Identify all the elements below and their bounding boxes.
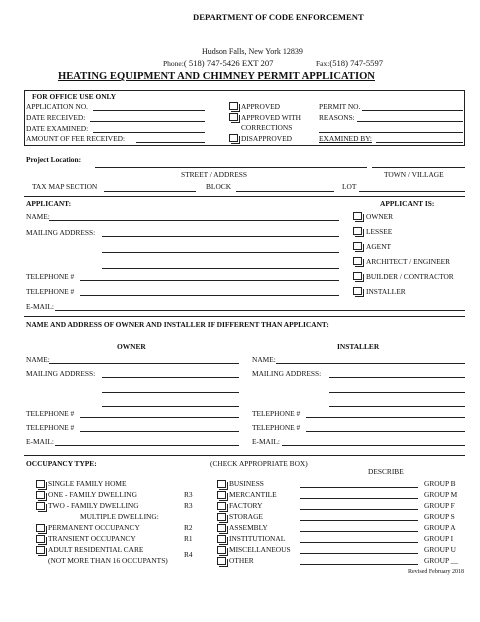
storage-checkbox[interactable] bbox=[217, 513, 226, 521]
describe-field-6[interactable] bbox=[300, 542, 418, 543]
single-family-checkbox[interactable] bbox=[36, 480, 45, 488]
group-b: GROUP B bbox=[424, 479, 456, 488]
approved-with-label: APPROVED WITH bbox=[241, 113, 302, 122]
installer-telephone-field[interactable] bbox=[306, 417, 465, 418]
describe-field-1[interactable] bbox=[300, 487, 418, 488]
amount-fee-field[interactable] bbox=[136, 142, 205, 143]
permanent-class: R2 bbox=[184, 523, 193, 532]
tax-map-field[interactable] bbox=[104, 191, 196, 192]
transient-class: R1 bbox=[184, 534, 193, 543]
disapproved-checkbox[interactable] bbox=[229, 134, 238, 142]
office-use-heading: FOR OFFICE USE ONLY bbox=[32, 92, 117, 101]
option-installer: INSTALLER bbox=[366, 287, 406, 296]
applicant-email-field[interactable] bbox=[55, 310, 465, 311]
block-label: BLOCK bbox=[206, 182, 232, 191]
two-family-label: TWO - FAMILY DWELLING bbox=[48, 501, 139, 510]
applicant-mailing-field[interactable] bbox=[102, 236, 339, 237]
check-appropriate-label: (CHECK APPROPRIATE BOX) bbox=[210, 459, 308, 468]
builder-checkbox[interactable] bbox=[353, 272, 362, 280]
reasons-field[interactable] bbox=[357, 121, 463, 122]
applicant-is-heading: APPLICANT IS: bbox=[380, 199, 435, 208]
group-s: GROUP S bbox=[424, 512, 455, 521]
one-family-class: R3 bbox=[184, 490, 193, 499]
owner-heading: OWNER bbox=[117, 342, 146, 351]
applicant-mailing-label: MAILING ADDRESS: bbox=[26, 228, 96, 237]
installer-name-label: NAME: bbox=[252, 355, 276, 364]
other-checkbox[interactable] bbox=[217, 557, 226, 565]
date-received-field[interactable] bbox=[90, 121, 205, 122]
applicant-email-label: E-MAIL: bbox=[26, 302, 54, 311]
type-mercantile: MERCANTILE bbox=[229, 490, 277, 499]
permit-no-label: PERMIT NO. bbox=[319, 102, 361, 111]
owner-email-label: E-MAIL: bbox=[26, 437, 54, 446]
group-m: GROUP M bbox=[424, 490, 458, 499]
installer-checkbox[interactable] bbox=[353, 287, 362, 295]
installer-mailing-field-2[interactable] bbox=[329, 392, 465, 393]
installer-mailing-field[interactable] bbox=[329, 377, 465, 378]
revised-date: Revised February 2018 bbox=[408, 569, 464, 575]
corrections-label: CORRECTIONS bbox=[241, 123, 293, 132]
describe-field-2[interactable] bbox=[300, 498, 418, 499]
owner-mailing-field[interactable] bbox=[102, 377, 239, 378]
type-factory: FACTORY bbox=[229, 501, 263, 510]
examined-by-field[interactable] bbox=[376, 142, 463, 143]
group-i: GROUP I bbox=[424, 534, 454, 543]
reasons-label: REASONS: bbox=[319, 113, 355, 122]
owner-name-label: NAME: bbox=[26, 355, 50, 364]
street-address-field[interactable] bbox=[95, 167, 367, 168]
application-no-field[interactable] bbox=[93, 110, 205, 111]
occupancy-heading: OCCUPANCY TYPE: bbox=[26, 459, 97, 468]
type-storage: STORAGE bbox=[229, 512, 263, 521]
applicant-telephone-2-field[interactable] bbox=[80, 295, 339, 296]
section-divider bbox=[24, 196, 465, 197]
lot-label: LOT bbox=[342, 182, 357, 191]
owner-telephone-2-field[interactable] bbox=[80, 431, 239, 432]
phone-number: ( 518) 747-5426 EXT 207 bbox=[183, 58, 274, 68]
owner-checkbox[interactable] bbox=[353, 212, 362, 220]
group-other: GROUP __ bbox=[424, 556, 459, 565]
group-a: GROUP A bbox=[424, 523, 456, 532]
date-examined-field[interactable] bbox=[93, 132, 205, 133]
option-agent: AGENT bbox=[366, 242, 392, 251]
option-lessee: LESSEE bbox=[366, 227, 393, 236]
applicant-telephone-field[interactable] bbox=[80, 280, 339, 281]
applicant-heading: APPLICANT: bbox=[26, 199, 72, 208]
amount-fee-label: AMOUNT OF FEE RECEIVED: bbox=[26, 134, 126, 143]
institutional-checkbox[interactable] bbox=[217, 535, 226, 543]
mercantile-checkbox[interactable] bbox=[217, 491, 226, 499]
reasons-field-2[interactable] bbox=[319, 132, 463, 133]
project-location-label: Project Location: bbox=[26, 155, 82, 164]
phone-label: Phone: bbox=[163, 59, 184, 68]
agent-checkbox[interactable] bbox=[353, 242, 362, 250]
describe-label: DESCRIBE bbox=[368, 467, 404, 476]
applicant-mailing-field-3[interactable] bbox=[102, 268, 339, 269]
owner-name-field[interactable] bbox=[49, 363, 239, 364]
examined-by-label: EXAMINED BY: bbox=[319, 134, 372, 143]
block-field[interactable] bbox=[236, 191, 334, 192]
owner-mailing-label: MAILING ADDRESS: bbox=[26, 369, 96, 378]
owner-mailing-field-3[interactable] bbox=[102, 406, 239, 407]
single-family-label: SINGLE FAMILY HOME bbox=[48, 479, 127, 488]
permanent-label: PERMANENT OCCUPANCY bbox=[48, 523, 140, 532]
assembly-checkbox[interactable] bbox=[217, 524, 226, 532]
lessee-checkbox[interactable] bbox=[353, 227, 362, 235]
fax-number: (518) 747-5597 bbox=[329, 58, 384, 68]
fax-label: Fax: bbox=[316, 59, 330, 68]
approved-checkbox[interactable] bbox=[229, 102, 238, 110]
installer-email-field[interactable] bbox=[282, 445, 465, 446]
one-family-checkbox[interactable] bbox=[36, 491, 45, 499]
type-assembly: ASSEMBLY bbox=[229, 523, 268, 532]
section-divider-3 bbox=[24, 455, 465, 456]
owner-telephone-field[interactable] bbox=[80, 417, 239, 418]
describe-field-4[interactable] bbox=[300, 520, 418, 521]
type-miscellaneous: MISCELLANEOUS bbox=[229, 545, 291, 554]
street-address-label: STREET / ADDRESS bbox=[181, 170, 247, 179]
installer-telephone-2-field[interactable] bbox=[306, 431, 465, 432]
installer-telephone-label: TELEPHONE # bbox=[252, 409, 301, 418]
business-checkbox[interactable] bbox=[217, 480, 226, 488]
approved-label: APPROVED bbox=[241, 102, 281, 111]
office-address: Hudson Falls, New York 12839 bbox=[202, 47, 303, 56]
two-family-checkbox[interactable] bbox=[36, 502, 45, 510]
group-f: GROUP F bbox=[424, 501, 455, 510]
miscellaneous-checkbox[interactable] bbox=[217, 546, 226, 554]
owner-email-field[interactable] bbox=[55, 445, 239, 446]
phone-line bbox=[163, 58, 273, 68]
installer-telephone-2-label: TELEPHONE # bbox=[252, 423, 301, 432]
option-architect: ARCHITECT / ENGINEER bbox=[366, 257, 451, 266]
option-owner: OWNER bbox=[366, 212, 394, 221]
one-family-label: ONE - FAMILY DWELLING bbox=[48, 490, 137, 499]
permit-no-field[interactable] bbox=[362, 110, 463, 111]
installer-email-label: E-MAIL: bbox=[252, 437, 280, 446]
disapproved-label: DISAPPROVED bbox=[241, 134, 292, 143]
applicant-name-label: NAME: bbox=[26, 212, 50, 221]
type-business: BUSINESS bbox=[229, 479, 264, 488]
applicant-name-field[interactable] bbox=[49, 220, 339, 221]
applicant-telephone-label: TELEPHONE # bbox=[26, 272, 75, 281]
owner-telephone-label: TELEPHONE # bbox=[26, 409, 75, 418]
owner-installer-heading: NAME AND ADDRESS OF OWNER AND INSTALLER IF DIFFERENT THAN APPLICANT: bbox=[26, 320, 329, 329]
adult-care-checkbox[interactable] bbox=[36, 546, 45, 554]
describe-field-3[interactable] bbox=[300, 509, 418, 510]
tax-map-label: TAX MAP SECTION bbox=[32, 182, 98, 191]
applicant-telephone-2-label: TELEPHONE # bbox=[26, 287, 75, 296]
fax-line bbox=[316, 58, 383, 68]
two-family-class: R3 bbox=[184, 501, 193, 510]
town-village-field[interactable] bbox=[372, 167, 465, 168]
installer-name-field[interactable] bbox=[276, 363, 465, 364]
option-builder: BUILDER / CONTRACTOR bbox=[366, 272, 454, 281]
transient-label: TRANSIENT OCCUPANCY bbox=[48, 534, 136, 543]
multiple-dwelling-label: MULTIPLE DWELLING: bbox=[80, 512, 159, 521]
town-village-label: TOWN / VILLAGE bbox=[384, 170, 444, 179]
factory-checkbox[interactable] bbox=[217, 502, 226, 510]
permanent-checkbox[interactable] bbox=[36, 524, 45, 532]
lot-field[interactable] bbox=[359, 191, 465, 192]
type-institutional: INSTITUTIONAL bbox=[229, 534, 286, 543]
owner-mailing-field-2[interactable] bbox=[102, 392, 239, 393]
transient-checkbox[interactable] bbox=[36, 535, 45, 543]
type-other: OTHER bbox=[229, 556, 254, 565]
owner-telephone-2-label: TELEPHONE # bbox=[26, 423, 75, 432]
installer-mailing-label: MAILING ADDRESS: bbox=[252, 369, 322, 378]
department-heading: DEPARTMENT OF CODE ENFORCEMENT bbox=[193, 12, 364, 22]
date-examined-label: DATE EXAMINED: bbox=[26, 124, 89, 133]
section-divider-2 bbox=[24, 316, 465, 317]
describe-field-5[interactable] bbox=[300, 531, 418, 532]
architect-checkbox[interactable] bbox=[353, 257, 362, 265]
adult-care-label: ADULT RESIDENTIAL CARE bbox=[48, 545, 144, 554]
approved-with-corrections-checkbox[interactable] bbox=[229, 113, 238, 121]
applicant-mailing-field-2[interactable] bbox=[102, 252, 339, 253]
date-received-label: DATE RECEIVED: bbox=[26, 113, 86, 122]
adult-care-class: R4 bbox=[184, 550, 193, 559]
installer-heading: INSTALLER bbox=[337, 342, 380, 351]
describe-field-8[interactable] bbox=[300, 564, 418, 565]
adult-care-note: (NOT MORE THAN 16 OCCUPANTS) bbox=[48, 556, 168, 565]
describe-field-7[interactable] bbox=[300, 553, 418, 554]
installer-mailing-field-3[interactable] bbox=[329, 406, 465, 407]
group-u: GROUP U bbox=[424, 545, 456, 554]
form-title: HEATING EQUIPMENT AND CHIMNEY PERMIT APPLICATION bbox=[58, 71, 375, 82]
application-no-label: APPLICATION NO. bbox=[26, 102, 89, 111]
